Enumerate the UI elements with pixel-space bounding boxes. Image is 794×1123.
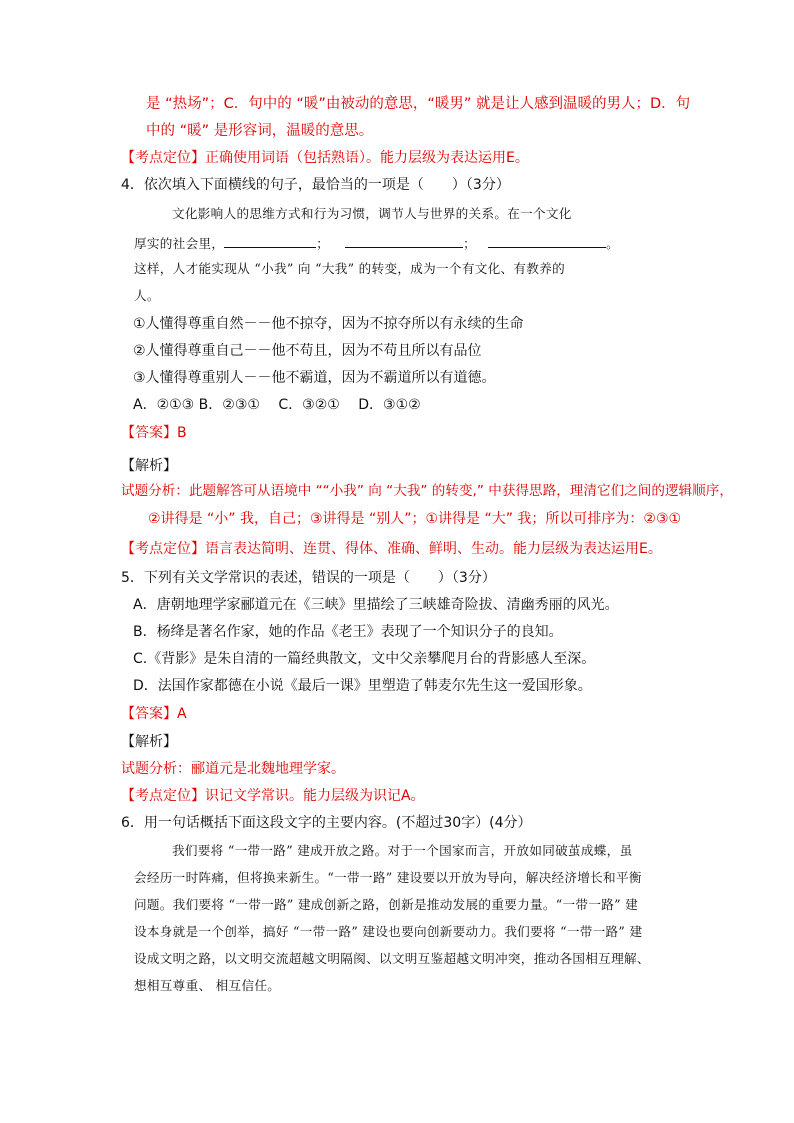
q6-passage-line6: 想相互尊重、 相互信任。 (134, 978, 281, 993)
q5-answer: 【答案】A (121, 706, 187, 722)
q4-analysis-line2: ②讲得是 “小” 我，自己；③讲得是 “别人”；①讲得是 “大” 我；所以可排序为：②③① (148, 511, 682, 527)
q3-analysis-line2: 中的 “暖” 是形容词，温暖的意思。 (146, 123, 374, 139)
q4-sentence-3: ③人懂得尊重别人－－他不霸道，因为不霸道所以有道德。 (133, 370, 496, 386)
q6-stem: 6．用一句话概括下面这段文字的主要内容。(不超过30字）(4分） (121, 815, 532, 831)
q5-option-a: A．唐朝地理学家郦道元在《三峡》里描绘了三峡雄奇险拔、清幽秀丽的风光。 (133, 597, 619, 613)
q4-kaodian: 【考点定位】语言表达简明、连贯、得体、准确、鲜明、生动。能力层级为表达运用E。 (121, 541, 662, 557)
q5-stem: 5．下列有关文学常识的表述，错误的一项是（ ）（3分） (121, 570, 496, 586)
q5-option-d: D．法国作家都德在小说《最后一课》里塑造了韩麦尔先生这一爱国形象。 (133, 678, 592, 694)
q4-jiexi-label: 【解析】 (121, 458, 177, 474)
q3-analysis-line1: 是 “热场”；C．句中的 “暖”由被动的意思，“暖男” 就是让人感到温暖的男人；D．句 (146, 96, 691, 112)
q4-end-mark: 。 (606, 236, 619, 251)
q4-answer: 【答案】B (121, 425, 187, 441)
q4-sentence-2: ②人懂得尊重自己－－他不苟且，因为不苟且所以有品位 (133, 343, 482, 359)
q4-passage-line1: 文化影响人的思维方式和行为习惯，调节人与世界的关系。在一个文化 (172, 206, 572, 221)
q5-option-c: C.《背影》是朱自清的一篇经典散文，文中父亲攀爬月台的背影感人至深。 (133, 651, 596, 667)
q6-passage-line4: 设本身就是一个创举，搞好 “一带一路” 建设也要向创新要动力。我们要将 “一带一路” 建 (134, 924, 643, 939)
q6-passage-line5: 设成文明之路，以文明交流超越文明隔阂、以文明互鉴超越文明冲突，推动各国相互理解、 (134, 951, 650, 966)
q4-separator-2: ； (463, 236, 477, 251)
q4-passage-line3: 这样，人才能实现从 “小我” 向 “大我” 的转变，成为一个有文化、有教养的 (134, 261, 565, 276)
q6-passage-line1: 我们要将 “一带一路” 建成开放之路。对于一个国家而言，开放如同破茧成蝶，虽 (172, 843, 633, 858)
q4-options: A．②①③ B．②③① C．③②① D．③①② (133, 397, 421, 413)
q6-passage-line2: 会经历一时阵痛，但将换来新生。“一带一路” 建设要以开放为导向，解决经济增长和平衡 (134, 870, 642, 885)
q4-passage-line2-prefix: 厚实的社会里， (134, 236, 225, 251)
q6-passage-line3: 问题。我们要将 “一带一路” 建成创新之路，创新是推动发展的重要力量。“一带一路” 建 (134, 897, 639, 912)
q4-stem: 4．依次填入下面横线的句子，最恰当的一项是（ ）（3分） (121, 177, 510, 193)
fill-blank-1 (224, 236, 316, 248)
fill-blank-2 (345, 236, 463, 248)
q4-sentence-1: ①人懂得尊重自然－－他不掠夺，因为不掠夺所以有永续的生命 (133, 316, 524, 332)
q4-passage-line4: 人。 (134, 288, 160, 303)
fill-blank-3 (488, 236, 606, 248)
q5-option-b: B．杨绛是著名作家，她的作品《老王》表现了一个知识分子的良知。 (133, 624, 563, 640)
q4-separator-1: ； (316, 236, 330, 251)
q3-kaodian: 【考点定位】正确使用词语（包括熟语）。能力层级为表达运用E。 (121, 150, 529, 166)
q4-passage-line2 (134, 236, 619, 251)
q5-jiexi-label: 【解析】 (121, 734, 177, 750)
q5-kaodian: 【考点定位】识记文学常识。能力层级为识记A。 (121, 788, 425, 804)
q4-analysis-line1: 试题分析：此题解答可从语境中 ““小我” 向 “大我” 的转变,” 中获得思路，理清它们之间的逻辑顺序， (121, 483, 733, 499)
q5-analysis: 试题分析：郦道元是北魏地理学家。 (121, 761, 345, 777)
